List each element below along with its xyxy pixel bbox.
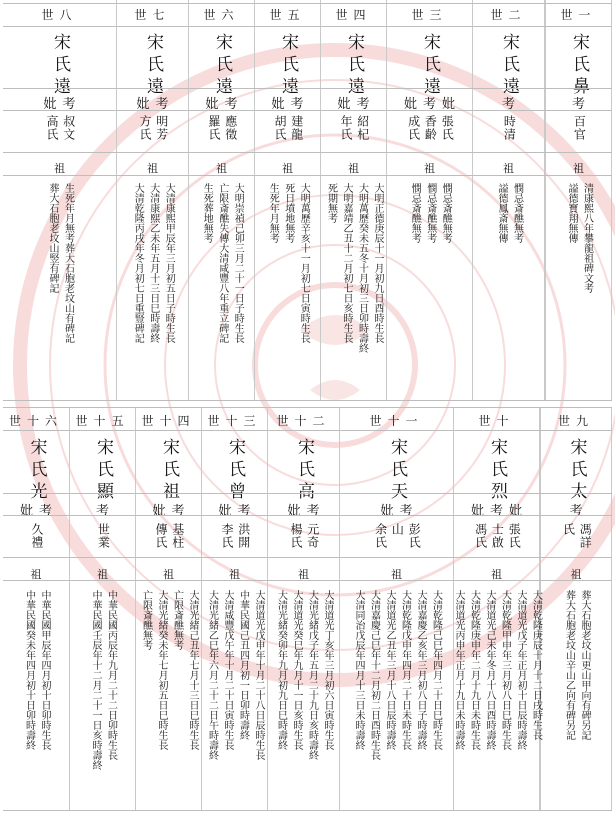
ancestor-name: 宋氏祖 xyxy=(159,438,179,504)
spouse-name: 久禮 xyxy=(29,523,44,549)
life-record: 大清光緒己丑年七月十三日巳時生長 xyxy=(187,590,198,750)
spouse-name: 彭氏 xyxy=(407,523,422,549)
life-record: 謚德寶翔無傳 xyxy=(566,183,577,243)
spouse-names xyxy=(255,115,320,141)
spouse-names xyxy=(387,115,472,141)
role-label: 考 xyxy=(95,504,109,519)
generation-label: 世五 xyxy=(269,8,306,22)
life-record: 中華民國丙辰年九月二十二日卯時生長 xyxy=(105,590,117,760)
life-record: 大清乾隆甲申年三月初八日巳時生長 xyxy=(499,590,511,750)
life-records xyxy=(70,590,135,770)
generation-column xyxy=(545,0,612,400)
spouse-name: 建龍 xyxy=(289,115,304,141)
role-label: 考 xyxy=(501,97,515,112)
generation-column xyxy=(321,0,387,400)
life-record: 大清康熙甲辰年三月初五日子時生長 xyxy=(163,183,175,343)
role-label: 妣 xyxy=(152,504,166,519)
generation-column xyxy=(540,407,612,810)
spouse-name: 胡氏 xyxy=(273,115,287,141)
spouse-names xyxy=(454,523,539,549)
role-label: 考 xyxy=(224,97,238,112)
ancestor-name: 宋氏遠 xyxy=(212,33,232,99)
generation-label: 世十 xyxy=(478,414,515,428)
life-record: 謚德鳳斎無傳 xyxy=(496,183,507,243)
life-record: 生死年月無考 xyxy=(267,183,279,243)
life-record: 大清道光戊子年正月初十日辰時壽終 xyxy=(515,590,526,750)
spouse-names xyxy=(268,523,339,549)
role-labels xyxy=(268,500,339,519)
life-record: 中華民國壬辰年十二月二十一日亥時壽終 xyxy=(90,590,101,770)
role-label: 妣 xyxy=(218,504,232,519)
generation-label: 世六 xyxy=(203,8,240,22)
spouse-name: 紹杞 xyxy=(355,115,370,141)
role-label: 妣 xyxy=(287,504,301,519)
generation-column xyxy=(387,0,473,400)
role-labels xyxy=(541,500,611,519)
spouse-names xyxy=(473,115,544,141)
ancestor-label: 祖 xyxy=(348,162,359,175)
ancestor-name-box xyxy=(387,33,472,99)
generation-column xyxy=(70,407,136,810)
life-record: 大清乾隆庚申年二月十九日未時生長 xyxy=(468,590,480,750)
role-label: 考 xyxy=(489,504,503,519)
spouse-name: 年氏 xyxy=(339,115,353,141)
ancestor-label: 祖 xyxy=(298,568,309,581)
life-records xyxy=(3,590,69,750)
ancestor-name: 宋氏高 xyxy=(294,438,314,504)
ancestor-name-box xyxy=(473,33,544,99)
ancestor-name-box xyxy=(454,438,539,504)
generation-label: 世七 xyxy=(134,8,171,22)
spouse-names xyxy=(70,523,135,549)
life-record: 葬大石胞老坟山更山甲向有碑另記 xyxy=(579,590,590,740)
ancestor-name: 宋氏遠 xyxy=(499,33,519,99)
life-record: 大清同治戊辰年四月十三日未時壽終 xyxy=(353,590,364,750)
bottom-generation-row xyxy=(3,407,612,810)
spouse-names xyxy=(189,115,254,141)
generation-column xyxy=(340,407,454,810)
role-label: 妣 xyxy=(442,97,456,112)
role-labels xyxy=(3,500,69,519)
generation-column xyxy=(454,407,540,810)
life-record: 生死葬地無考 xyxy=(201,183,213,243)
ancestor-label: 祖 xyxy=(573,162,584,175)
life-record: 大明正德庚辰十一月初九日酉時生長 xyxy=(372,183,383,343)
role-label: 考 xyxy=(237,504,251,519)
generation-column xyxy=(3,0,117,400)
role-label: 考 xyxy=(62,97,76,112)
spouse-name: 成氏 xyxy=(406,115,421,141)
role-label: 考 xyxy=(306,504,320,519)
ancestor-label: 祖 xyxy=(391,568,402,581)
ancestor-label: 祖 xyxy=(147,162,158,175)
ancestor-label: 祖 xyxy=(54,162,65,175)
ancestor-label: 祖 xyxy=(491,568,502,581)
spouse-name: 張氏 xyxy=(507,523,522,549)
life-record: 大清道光丙申年正月十九日未時壽終 xyxy=(453,590,464,750)
generation-column xyxy=(202,407,268,810)
life-record: 大清道光癸巳年九月十一日亥時生長 xyxy=(291,590,302,750)
life-record: 中華民國甲辰年四月初十日卯時生長 xyxy=(39,590,50,750)
generation-column xyxy=(136,407,202,810)
ancestor-name: 宋氏烈 xyxy=(487,438,507,504)
life-record: 葬大石胞老坟山辛山乙向有碑另記 xyxy=(563,590,575,740)
spouse-name: 士啟 xyxy=(490,523,505,549)
spouse-name: 張氏 xyxy=(440,115,455,141)
spouse-names xyxy=(340,523,453,549)
spouse-names xyxy=(546,115,611,141)
role-labels xyxy=(340,500,453,519)
role-label: 考 xyxy=(399,504,413,519)
role-label: 考 xyxy=(155,97,169,112)
role-label: 妣 xyxy=(337,97,351,112)
role-labels xyxy=(70,500,135,519)
life-records xyxy=(546,183,611,293)
life-record: 大清乾隆丙戌年冬月初七日重豎碑記 xyxy=(132,183,144,343)
life-record: 大明崇禎己卯三月二十一日子時生長 xyxy=(232,183,244,343)
spouse-names xyxy=(117,115,188,141)
generation-label: 世三 xyxy=(411,8,448,22)
ancestor-name-box xyxy=(189,33,254,99)
generation-label: 世九 xyxy=(557,414,594,428)
spouse-names xyxy=(3,115,116,141)
ancestor-label: 祖 xyxy=(97,568,108,581)
generation-label: 世十二 xyxy=(276,414,331,428)
generation-label: 世十五 xyxy=(75,414,130,428)
ancestor-label: 祖 xyxy=(424,162,435,175)
ancestor-name-box xyxy=(117,33,188,99)
ancestor-name-box xyxy=(321,33,386,99)
life-record: 大清咸豐戊午年十月二十日寅時生長 xyxy=(222,590,233,750)
life-records xyxy=(202,590,267,760)
life-record: 大清道光己未年冬月十八日酉時壽終 xyxy=(484,590,495,750)
life-record: 大清乾隆戊申年四月二十日未時生長 xyxy=(399,590,411,750)
life-record: 大清康熙乙未年五月十三日巳時壽終 xyxy=(147,183,159,343)
life-records xyxy=(255,183,320,343)
ancestor-name: 宋氏遠 xyxy=(278,33,298,99)
spouse-names xyxy=(202,523,267,549)
life-record: 亡限斎醮失傳大清咸豐八年重立碑記 xyxy=(216,183,228,343)
ancestor-label: 祖 xyxy=(229,568,240,581)
life-records xyxy=(541,590,611,740)
ancestor-name: 宋氏光 xyxy=(26,438,47,504)
spouse-name: 楊氏 xyxy=(289,523,303,549)
life-records xyxy=(453,590,542,750)
ancestor-name-box xyxy=(3,438,69,504)
generation-label: 世一 xyxy=(560,8,597,22)
life-record: 大清光緒戊子年五月二十九日亥時壽終 xyxy=(306,590,318,760)
role-label: 考 xyxy=(569,504,583,519)
ancestor-name-box xyxy=(340,438,453,504)
generation-label: 世十三 xyxy=(207,414,262,428)
life-record: 葬大石胞老坟山竪有碑記 xyxy=(47,183,58,293)
spouse-name: 元奇 xyxy=(305,523,320,549)
generation-column xyxy=(3,407,70,810)
generation-label: 世十六 xyxy=(8,414,63,428)
ancestor-name: 宋氏遠 xyxy=(143,33,163,99)
spouse-name: 應徵 xyxy=(223,115,238,141)
spouse-name: 明芳 xyxy=(154,115,169,141)
role-label: 考 xyxy=(290,97,304,112)
ancestor-name: 宋氏曾 xyxy=(225,438,245,504)
spouse-name: 時清 xyxy=(502,115,517,141)
life-records xyxy=(473,183,544,243)
ancestor-name-box xyxy=(541,438,611,504)
role-label: 妣 xyxy=(19,504,33,519)
spouse-name: 馮氏 xyxy=(473,523,488,549)
life-record: 亡限斎醮無考 xyxy=(140,590,152,650)
role-label: 妣 xyxy=(509,504,523,519)
generation-label: 世四 xyxy=(335,8,372,22)
role-label: 妣 xyxy=(470,504,484,519)
ancestor-name-box xyxy=(268,438,339,504)
generation-label: 世二 xyxy=(490,8,527,22)
spouse-name: 世業 xyxy=(96,523,111,549)
life-record: 大清乾隆庚辰十月十二日戌時生長 xyxy=(530,590,542,740)
role-label: 妣 xyxy=(43,97,57,112)
spouse-name: 傳氏 xyxy=(154,523,168,549)
life-record: 大清道光丁亥年三月初六日寅時生長 xyxy=(322,590,333,750)
ancestor-name: 宋氏天 xyxy=(387,438,407,504)
generation-column xyxy=(189,0,255,400)
life-record: 清康熙八年攀龍祖碑文考 xyxy=(581,183,593,293)
ancestor-name: 宋氏遠 xyxy=(420,33,440,99)
life-records xyxy=(387,183,472,243)
life-record: 大明萬歷癸未五冬十月初三日卯時壽終 xyxy=(356,183,368,353)
ancestor-name-box xyxy=(255,33,320,99)
generation-column xyxy=(117,0,189,400)
life-records xyxy=(340,590,453,760)
role-label: 考 xyxy=(356,97,370,112)
ancestor-name-box xyxy=(70,438,135,504)
life-record: 大清道光乙丑年三月十八日辰時壽終 xyxy=(384,590,395,750)
life-records xyxy=(136,590,201,750)
spouse-name: 余氏 xyxy=(373,523,388,549)
spouse-names xyxy=(321,115,386,141)
life-record: 中華民國癸未年四月初十日卯時壽終 xyxy=(23,590,35,750)
spouse-name: 高氏 xyxy=(45,115,59,141)
role-label: 妣 xyxy=(403,97,417,112)
ancestor-label: 祖 xyxy=(282,162,293,175)
role-label: 考 xyxy=(571,97,585,112)
spouse-name: 羅氏 xyxy=(207,115,221,141)
life-record: 大清乾隆己巳年四月二十日巳時生長 xyxy=(430,590,442,750)
ancestor-label: 祖 xyxy=(216,162,227,175)
spouse-name: 李氏 xyxy=(220,523,234,549)
role-labels xyxy=(454,500,539,519)
role-label: 考 xyxy=(39,504,53,519)
generation-column xyxy=(255,0,321,400)
ancestor-label: 祖 xyxy=(30,568,42,581)
top-generation-row xyxy=(3,0,612,400)
life-record: 亡限斎醮無考 xyxy=(171,590,183,650)
life-record: 死日墳地無考 xyxy=(282,183,294,243)
role-label: 考 xyxy=(171,504,185,519)
generation-label: 世十四 xyxy=(141,414,196,428)
spouse-names xyxy=(136,523,201,549)
life-records xyxy=(189,183,254,343)
role-label: 妣 xyxy=(271,97,285,112)
role-labels xyxy=(136,500,201,519)
generation-label: 世十一 xyxy=(369,414,424,428)
spouse-name: 百官 xyxy=(572,115,587,141)
spouse-names xyxy=(3,523,69,549)
spouse-name: 氏 xyxy=(561,523,576,536)
role-label: 妣 xyxy=(380,504,394,519)
life-record: 大清光緒癸卯年九月初九日巳時壽終 xyxy=(275,590,287,750)
role-label: 妣 xyxy=(136,97,150,112)
ancestor-label: 祖 xyxy=(503,162,514,175)
ancestor-name: 宋氏遠 xyxy=(344,33,364,99)
ancestor-name-box xyxy=(546,33,611,99)
life-records xyxy=(3,183,116,343)
ancestor-name-box xyxy=(136,438,201,504)
life-record: 大清嘉慶己巳年十二月初二日酉時生長 xyxy=(368,590,380,760)
life-record: 死期無考 xyxy=(325,183,337,223)
role-labels xyxy=(202,500,267,519)
ancestor-name: 宋氏遠 xyxy=(50,33,70,99)
ancestor-label: 祖 xyxy=(570,568,582,581)
spouse-name: 洪開 xyxy=(236,523,251,549)
life-record: 中華民國己丑四月初一日卯時壽終 xyxy=(237,590,249,740)
life-record: 憫忌斎醮無考 xyxy=(409,183,421,243)
spouse-name: 基柱 xyxy=(170,523,185,549)
spouse-names xyxy=(541,523,611,549)
spouse-name: 香齡 xyxy=(423,115,438,141)
life-record: 憫忌斎醮無考 xyxy=(424,183,436,243)
life-records xyxy=(321,183,386,353)
life-record: 憫忌斎醮無考 xyxy=(511,183,523,243)
spouse-name: 叔文 xyxy=(61,115,76,141)
ancestor-label: 祖 xyxy=(163,568,174,581)
role-label: 妣 xyxy=(205,97,219,112)
life-record: 大明嘉靖乙丑十二月初七日亥時生長 xyxy=(341,183,352,343)
life-records xyxy=(268,590,339,760)
life-record: 生死年月無考葬大石胞老坟山有碑記 xyxy=(62,183,74,343)
ancestor-name: 宋氏鼻 xyxy=(569,33,589,99)
generation-label: 世八 xyxy=(41,8,78,22)
life-records xyxy=(117,183,188,343)
generation-column xyxy=(473,0,545,400)
life-record: 大清光緒乙巳年六月二十二日午時壽終 xyxy=(206,590,218,760)
ancestor-name-box xyxy=(202,438,267,504)
generation-column xyxy=(268,407,340,810)
life-record: 大明萬歷辛亥十一月初七日寅時生長 xyxy=(298,183,310,343)
ancestor-name: 宋氏太 xyxy=(566,438,587,504)
life-record: 大清嘉慶乙亥年三月初八日子時壽終 xyxy=(415,590,426,750)
spouse-name: 方氏 xyxy=(138,115,152,141)
ancestor-name: 宋氏顯 xyxy=(93,438,113,504)
life-record: 大清光緒癸未年七月初五日巳時生長 xyxy=(156,590,167,750)
spouse-name: 山 xyxy=(390,523,405,536)
life-record: 憫忌斎醮無考 xyxy=(440,183,452,243)
spouse-name: 馮詳 xyxy=(578,523,593,549)
life-record: 大清道光戊申年十月二十八日辰時生長 xyxy=(253,590,264,760)
role-label: 考 xyxy=(422,97,436,112)
ancestor-name-box xyxy=(3,33,116,99)
